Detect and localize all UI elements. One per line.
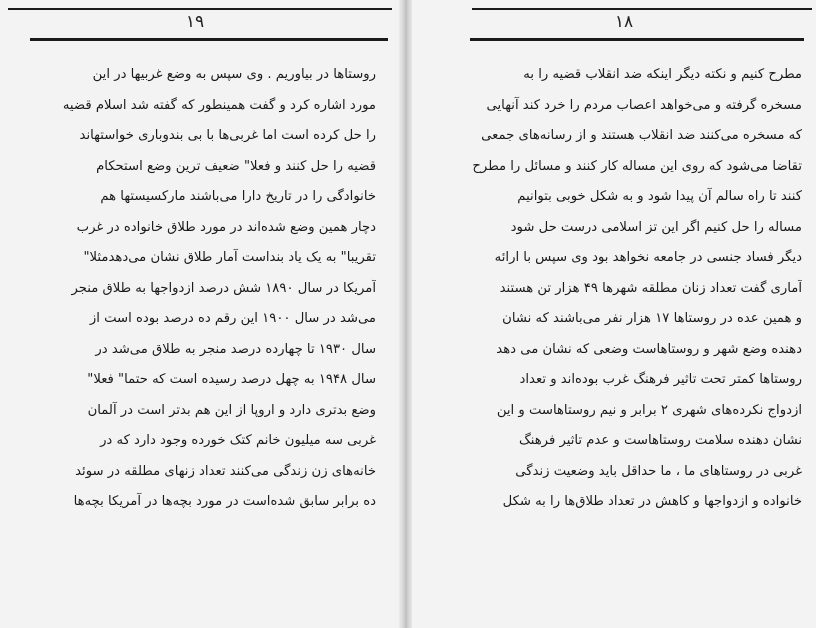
text-line: مساله را حل کنیم اگر این تز اسلامی درست حل شود — [510, 219, 802, 235]
text-line: مورد اشاره کرد و گفت همینطور که گفته شد اسلام قضیه — [62, 97, 376, 113]
right-header-rule-thick — [470, 38, 804, 41]
text-line: وضع بدتری دارد و اروپا از این هم بدتر است در آلمان — [87, 402, 376, 418]
text-line: خانواده و ازدواجها و کاهش در تعداد طلاق‌ها را به شکل — [502, 494, 802, 509]
left-header-rule-thick — [30, 38, 388, 41]
left-page-text — [32, 60, 376, 518]
text-line: سال ۱۹۴۸ به چهل درصد رسیده است که حتما" فعلا" — [87, 372, 376, 387]
text-line: سال ۱۹۳۰ تا چهارده درصد منجر به طلاق می‌شد در — [95, 341, 376, 357]
text-line: قضیه را حل کنند و فعلا" ضعیف ترین وضع استحکام — [96, 158, 376, 174]
text-line: را حل کرده است اما غربی‌ها با بی بندوباری خواستهاند — [79, 128, 376, 143]
right-page-text — [468, 60, 802, 518]
text-line: نشان دهنده سلامت روستاهاست و عدم تاثیر فرهنگ — [518, 433, 802, 448]
text-line: تقریبا" به یک یاد بنداست آمار طلاق نشان می‌دهدمثلا" — [83, 250, 376, 265]
text-line: دیگر فساد جنسی در جامعه نخواهد بود وی سپس با ارائه — [494, 250, 802, 265]
text-line: مسخره گرفته و می‌خواهد اعصاب مردم را خرد کند آنهایی — [486, 97, 802, 113]
left-page — [0, 0, 400, 628]
text-line: ده برابر سابق شده‌است در مورد بچه‌ها در آمریکا بچه‌ها — [73, 494, 376, 509]
text-line: ازدواج نکرده‌های شهری ۲ برابر و نیم روستاهاست و این — [496, 402, 802, 418]
text-line: می‌شد در سال ۱۹۰۰ این رقم ده درصد بوده است از — [89, 311, 376, 326]
right-page-number: ۱۸ — [614, 12, 634, 32]
text-line: آماری گفت تعداد زنان مطلقه شهرها ۴۹ هزار تن هستند — [499, 280, 802, 296]
text-line: خانه‌های زن زندگی می‌کنند تعداد زنهای مطلقه در سوئد — [75, 463, 376, 479]
text-line: و همین عده در روستاها ۱۷ هزار نفر می‌باشند که نشان — [502, 311, 802, 326]
text-line: آمریکا در سال ۱۸۹۰ شش درصد ازدواجها به طلاق منجر — [71, 280, 376, 296]
right-page — [412, 0, 816, 628]
left-header-rule-thin — [8, 8, 392, 10]
text-line: غربی در روستاهای ما ، ما حداقل باید وضعیت زندگی — [515, 463, 802, 479]
text-line: روستاها در بیاوریم . وی سپس به وضع غربیها در این — [92, 67, 376, 82]
left-page-number: ۱۹ — [185, 12, 205, 32]
text-line: غربی سه میلیون خانم کتک خورده وجود دارد که در — [100, 433, 376, 448]
text-line: کنند تا راه سالم آن پیدا شود و به شکل خوبی بتوانیم — [517, 189, 802, 204]
text-line: دچار همین وضع شده‌اند در مورد طلاق خانواده در غرب — [76, 219, 376, 235]
text-line: خانوادگی را در تاریخ دارا می‌باشند مارکسیستها هم — [100, 189, 376, 204]
text-line: روستاها کمتر تحت تاثیر فرهنگ غرب بوده‌اند و تعداد — [519, 372, 802, 387]
text-line: که مسخره می‌کنند ضد انقلاب هستند و از رسانه‌های جمعی — [481, 128, 802, 143]
text-line: تقاضا می‌شود که روی این مساله کار کنند و مسائل را مطرح — [472, 158, 802, 174]
right-header-rule-thin — [472, 8, 812, 10]
text-line: دهنده وضع شهر و روستاهاست وضعی که نشان می دهد — [496, 341, 802, 357]
text-line: مطرح کنیم و نکته دیگر اینکه ضد انقلاب قضیه را به — [523, 67, 802, 82]
